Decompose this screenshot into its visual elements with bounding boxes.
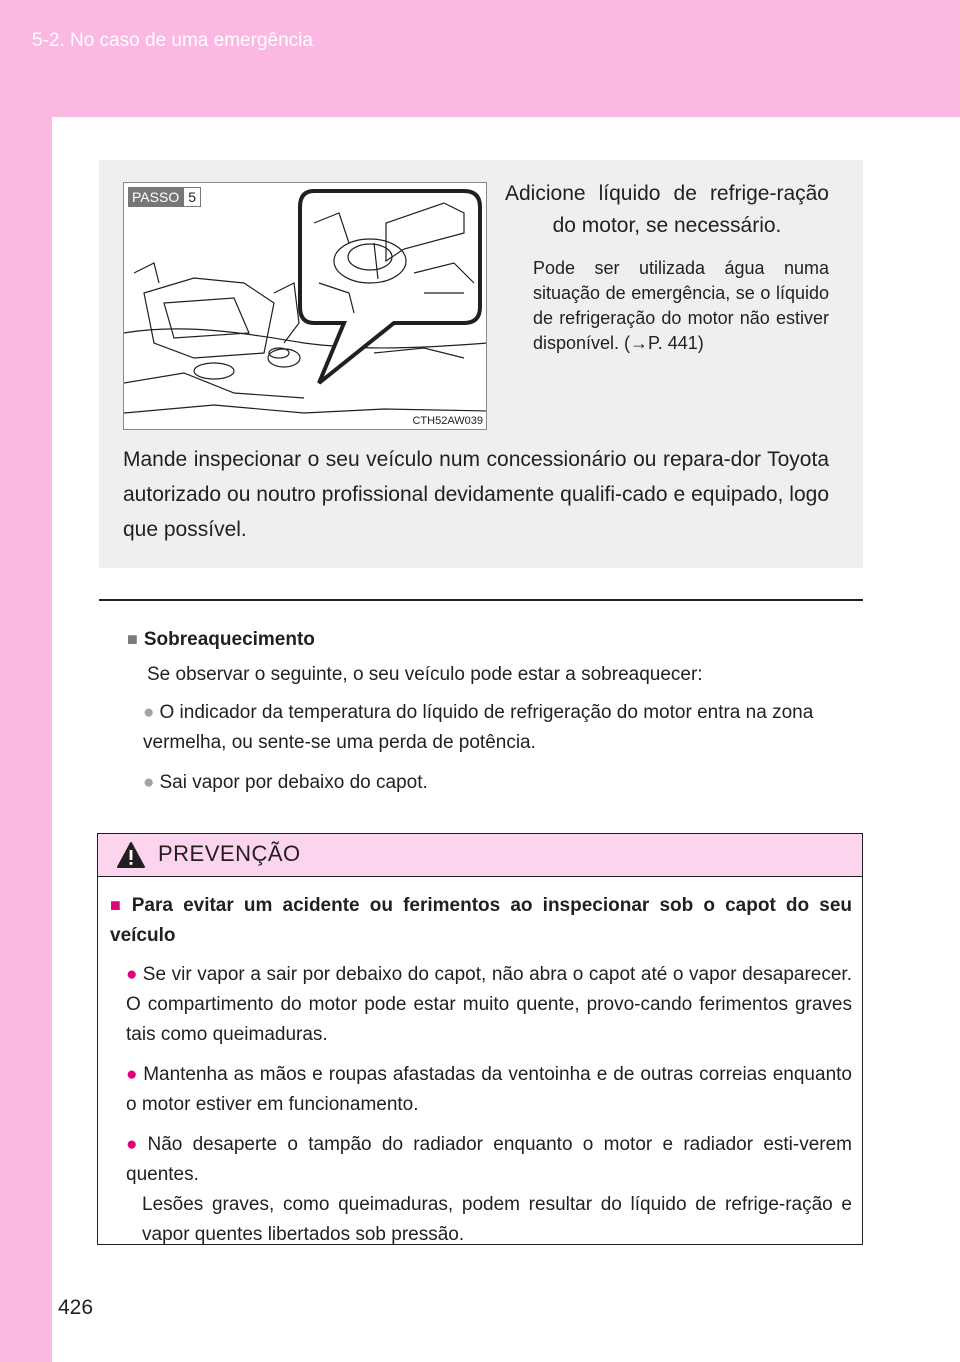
overheating-heading-text: Sobreaquecimento [143,629,315,650]
engine-illustration [123,182,487,430]
page-number: 426 [58,1296,94,1319]
list-item-text: Sai vapor por debaixo do capot. [159,772,428,793]
round-bullet-icon: ● [143,702,155,723]
side-band [0,117,52,1362]
figure-code: CTH52AW039 [412,415,483,427]
list-item-text: Se vir vapor a sair por debaixo do capot, não abra o capot até o vapor desaparecer. O compartimento do motor pode estar muito quente, provo-cando ferimentos graves tais como queimaduras. [126,964,852,1045]
round-bullet-icon: ● [126,1064,139,1085]
step-badge [128,187,201,207]
caution-header [98,834,862,877]
round-bullet-icon: ● [143,772,155,793]
round-bullet-icon: ● [126,1134,143,1155]
caution-heading [110,890,852,951]
list-item [126,960,852,1050]
round-bullet-icon: ● [126,964,138,985]
list-item-text: Mantenha as mãos e roupas afastadas da ventoinha e de outras correias enquanto o motor estiver em funcionamento. [126,1064,852,1115]
square-marker-icon: ■ [127,629,138,649]
section-title: 5-2. No caso de uma emergência [32,30,313,51]
section-divider [99,599,863,601]
list-item-continuation [126,1190,852,1250]
list-item-text: Lesões graves, como queimaduras, podem resultar do líquido de refrige-ração e vapor quentes libertados sob pressão. [142,1194,852,1245]
list-item [127,768,428,798]
step-badge-number: 5 [183,187,201,207]
step-badge-label: PASSO [128,187,183,207]
header-band [0,0,960,117]
caution-box [97,833,863,1245]
step-note: Pode ser utilizada água numa situação de emergência, se o líquido de refrigeração do motor não estiver disponível. (→P. 441) [533,258,829,353]
step-footer: Mande inspecionar o seu veículo num concessionário ou repara-dor Toyota autorizado ou noutro profissional devidamente qualifi-cado e equipado, logo que possível. [123,448,829,541]
square-marker-icon: ■ [110,895,126,915]
list-item-text: Não desaperte o tampão do radiador enquanto o motor e radiador esti-verem quentes. [126,1134,852,1185]
caution-heading-text: Para evitar um acidente ou ferimentos ao inspecionar sob o capot do seu veículo [110,895,852,946]
overheating-heading [127,624,315,655]
list-item [127,698,863,758]
list-item [126,1130,852,1190]
warning-triangle-icon [116,841,146,869]
engine-coolant-drawing [124,183,487,430]
list-item [126,1060,852,1120]
caution-title: PREVENÇÃO [158,841,301,866]
list-item-text: O indicador da temperatura do líquido de refrigeração do motor entra na zona vermelha, ou sente-se uma perda de potência. [143,702,814,753]
step-title: Adicione líquido de refrige-ração do motor, se necessário. [505,182,829,237]
overheating-intro: Se observar o seguinte, o seu veículo pode estar a sobreaquecer: [147,664,703,685]
step-box [99,160,863,568]
